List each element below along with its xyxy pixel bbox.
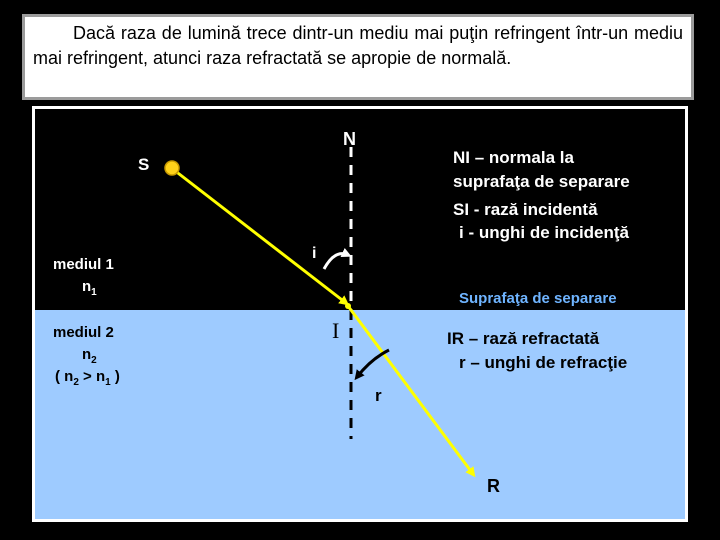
refraction-diagram (32, 106, 688, 522)
source-dot (165, 161, 179, 175)
intro-text: Dacă raza de lumină trece dintr-un mediu mai puţin refringent într-un mediu mai refringent, atunci raza refractată se apropie de normală. (33, 23, 683, 68)
label-N: N (343, 129, 356, 149)
medium2-condition: ( $n_2 > n_1$ ) (55, 368, 120, 388)
note-incident-line2: i - unghi de incidenţă (459, 223, 629, 242)
label-R: R (487, 476, 500, 496)
medium1-index: $n_1$ (82, 278, 97, 298)
label-i: i (312, 245, 317, 262)
note-refracted-line2: r – unghi de refracţie (459, 353, 628, 372)
medium1-name: mediul 1 (53, 256, 114, 273)
diagram-canvas (35, 109, 685, 519)
medium2-index: $n_2$ (82, 346, 97, 366)
note-normal-line2: suprafaţa de separare (453, 172, 630, 191)
note-incident-line1: SI - rază incidentă (453, 200, 598, 219)
label-S: S (138, 155, 150, 174)
label-r: r (375, 386, 382, 405)
intro-text-box (22, 14, 694, 100)
surface-label: Suprafaţa de separare (459, 290, 617, 307)
label-I: I (332, 318, 340, 343)
note-refracted-line1: IR – rază refractată (447, 329, 600, 348)
medium2-name: mediul 2 (53, 324, 114, 341)
incidence-point (345, 303, 351, 309)
note-normal-line1: NI – normala la (453, 148, 574, 167)
